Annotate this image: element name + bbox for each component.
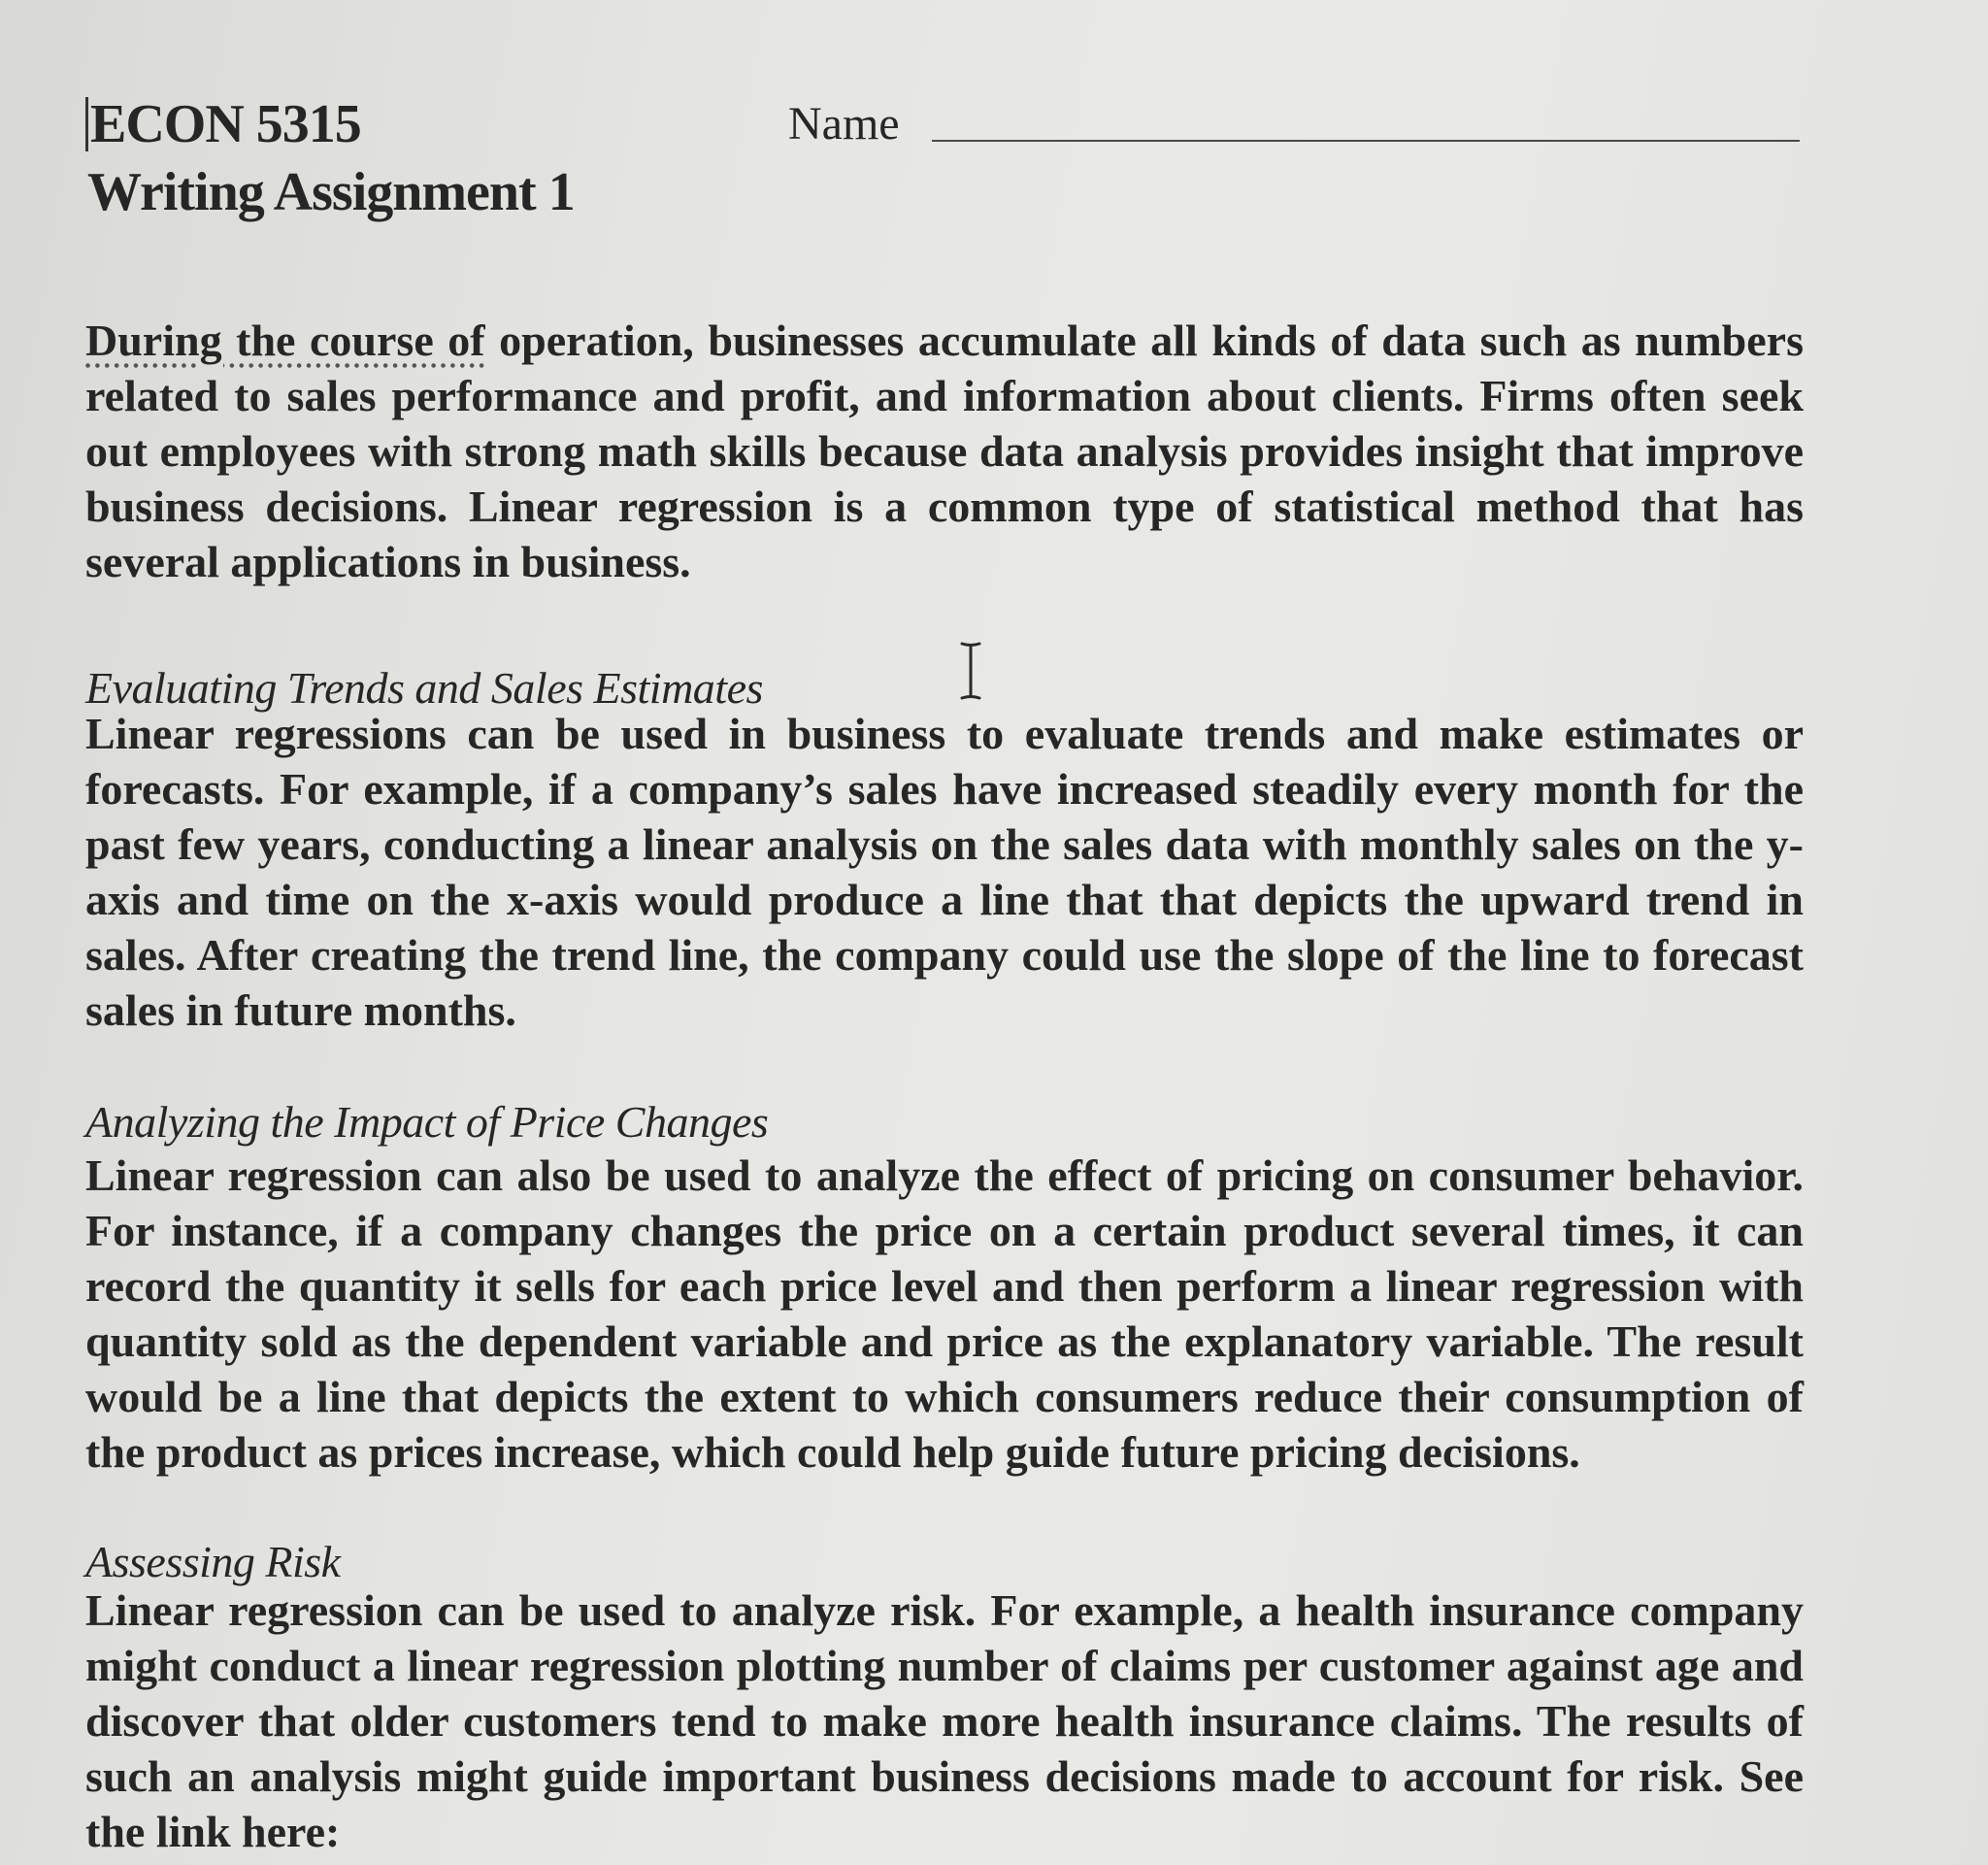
- section-heading-price: Analyzing the Impact of Price Changes: [85, 1097, 769, 1147]
- name-field-line[interactable]: [932, 140, 1800, 142]
- assignment-title: Writing Assignment 1: [87, 162, 575, 222]
- name-label: Name: [788, 98, 900, 150]
- section-heading-trends: Evaluating Trends and Sales Estimates: [85, 663, 763, 713]
- intro-text: operation, businesses accumulate all kinds of data such as numbers related to sales performance and profit, and information about clients. Firms often seek out employees with strong math skills because data analysis provides insight that improve business decisions. Linear regression is a common type of statistical method that has several applications in business.: [85, 316, 1804, 586]
- section-heading-risk: Assessing Risk: [85, 1537, 341, 1586]
- section-body-risk: Linear regression can be used to analyze risk. For example, a health insurance company might conduct a linear regression plotting number of claims per customer against age and discover that older customers tend to make more health insurance claims. The results of such an analysis might guide important business decisions made to account for risk. See the link here:: [85, 1585, 1804, 1856]
- section-body-trends: Linear regressions can be used in business to evaluate trends and make estimates or forecasts. For example, if a company’s sales have increased steadily every month for the past few years, conducting a linear analysis on the sales data with monthly sales on the y-axis and time on the x-axis would produce a line that that depicts the upward trend in sales. After creating the trend line, the company could use the slope of the line to forecast sales in future months.: [85, 709, 1804, 1035]
- intro-paragraph: [85, 313, 1804, 589]
- text-cursor-icon: [956, 641, 985, 701]
- course-title: ECON 5315: [85, 97, 361, 151]
- section-body-price: Linear regression can also be used to analyze the effect of pricing on consumer behavior. For instance, if a company changes the price on a certain product several times, it can record the quantity it sells for each price level and then perform a linear regression with quantity sold as the dependent variable and price as the explanatory variable. The result would be a line that depicts the extent to which consumers reduce their consumption of the product as prices increase, which could help guide future pricing decisions.: [85, 1150, 1804, 1477]
- intro-underlined-text: During the course of: [85, 316, 485, 365]
